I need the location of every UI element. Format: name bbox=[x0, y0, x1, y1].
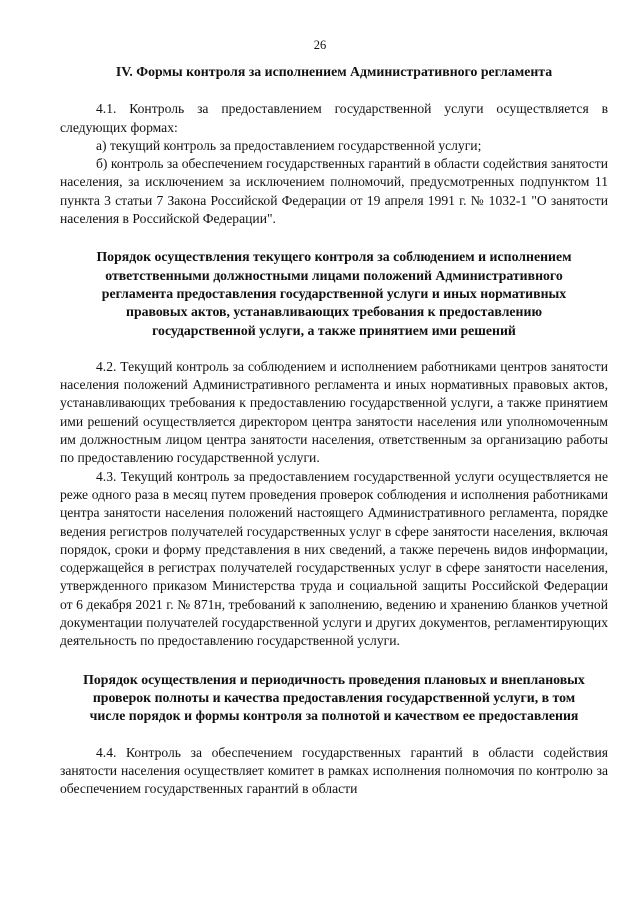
paragraph-4-1-b: б) контроль за обеспечением государственных гарантий в области содействия занятости населения, за исключением за исключением полномочий, предусмотренных подпунктом 11 пункта 3 статьи 7 Закона Российской Федерации от 19 апреля 1991 г. № 1032-1 "О занятости населения в Российской Федерации". bbox=[60, 156, 608, 227]
paragraph-4-3: 4.3. Текущий контроль за предоставлением государственной услуги осуществляется не реже одного раза в месяц путем проведения проверок соблюдения и исполнения работниками центра занятости населения положений настоящего Административного регламента, порядке ведения регистров получателей государственных услуг в сфере занятости населения, включая порядок, сроки и форму представления в них сведений, а также перечень видов информации, содержащейся в регистрах получателей государственных услуг в сфере занятости населения, утвержденного приказом Министерства труда и социальной защиты Российской Федерации от 6 декабря 2021 г. № 871н, требований к заполнению, ведению и хранению бланков учетной документации получателей государственной услуги и других документов, регламентирующих деятельность по предоставлению государственной услуги. bbox=[60, 468, 608, 649]
paragraph-4-1: 4.1. Контроль за предоставлением государственной услуги осуществляется в следующих формах: bbox=[60, 101, 608, 135]
heading-inspections: Порядок осуществления и периодичность проведения плановых и внеплановых проверок полноты и качества предоставления государственной услуги, в том числе порядок и формы контроля за полнотой и качеством ее предоставления bbox=[83, 671, 585, 724]
section-title: IV. Формы контроля за исполнением Административного регламента bbox=[115, 64, 553, 79]
paragraph-4-4: 4.4. Контроль за обеспечением государственных гарантий в области содействия занятости населения осуществляет комитет в рамках исполнения полномочия по контролю за обеспечением государственных гарантий в области bbox=[60, 744, 608, 797]
page-number: 26 bbox=[313, 38, 327, 52]
document-body bbox=[60, 63, 608, 798]
paragraph-4-1-a: а) текущий контроль за предоставлением государственной услуги; bbox=[96, 137, 482, 153]
paragraph-4-2: 4.2. Текущий контроль за соблюдением и исполнением работниками центров занятости населения положений Административного регламента и иных нормативных правовых актов, устанавливающих требования к предоставлению государственной услуги, а также принятием ими решений осуществляется директором центра занятости населения или уполномоченным им должностным лицом центра занятости населения, ответственным за организацию работы по предоставлению государственной услуги. bbox=[60, 358, 608, 466]
heading-current-control: Порядок осуществления текущего контроля за соблюдением и исполнением ответственными должностными лицами положений Административного регламента предоставления государственной услуги и иных нормативных правовых актов, устанавливающих требования к предоставлению государственной услуги, а также принятием ими решений bbox=[96, 249, 572, 338]
